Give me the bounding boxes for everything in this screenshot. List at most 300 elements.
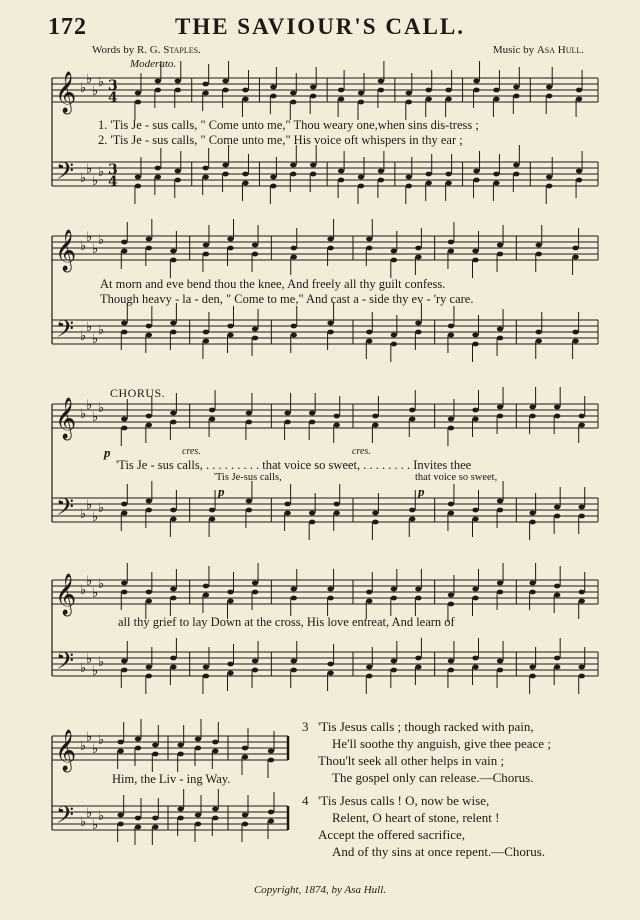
- treble-notehead: [121, 417, 127, 422]
- treble-notehead: [121, 240, 127, 245]
- bass-notehead: [579, 674, 585, 679]
- bass-notehead: [406, 175, 412, 180]
- flat-sign: ♭: [86, 230, 93, 245]
- bass-notehead: [227, 662, 233, 667]
- bass-notehead: [203, 665, 209, 670]
- bass-notehead: [209, 508, 215, 513]
- bass-notehead: [536, 330, 542, 335]
- treble-notehead: [513, 85, 519, 90]
- treble-notehead: [327, 596, 333, 601]
- bass-notehead: [529, 520, 535, 525]
- bass-notehead: [327, 671, 333, 676]
- treble-notehead: [155, 79, 161, 84]
- treble-notehead: [493, 97, 499, 102]
- bass-notehead: [334, 502, 340, 507]
- treble-notehead: [170, 411, 176, 416]
- treble-notehead: [227, 590, 233, 595]
- bass-notehead: [391, 333, 397, 338]
- bass-notehead: [152, 816, 158, 821]
- treble-notehead: [579, 590, 585, 595]
- bass-notehead: [252, 327, 258, 332]
- bass-notehead: [209, 517, 215, 522]
- bass-notehead: [268, 810, 274, 815]
- bass-notehead: [426, 181, 432, 186]
- treble-notehead: [170, 596, 176, 601]
- treble-notehead: [338, 97, 344, 102]
- flat-sign: ♭: [80, 81, 87, 96]
- bass-notehead: [546, 175, 552, 180]
- treble-notehead: [448, 593, 454, 598]
- time-signature-bass-bottom: 4: [108, 174, 118, 190]
- bass-notehead: [121, 502, 127, 507]
- flat-sign: ♭: [86, 320, 93, 335]
- system1-lyric-verse1: 1. 'Tis Je - sus calls, " Come unto me," Thou weary one,when sins dis-tress ;: [98, 118, 479, 132]
- treble-notehead: [473, 88, 479, 93]
- treble-notehead: [242, 97, 248, 102]
- treble-notehead: [579, 599, 585, 604]
- treble-notehead: [334, 414, 340, 419]
- bass-notehead: [290, 163, 296, 168]
- bass-notehead: [536, 339, 542, 344]
- bass-notehead: [445, 172, 451, 177]
- words-author: R. G. Staples.: [136, 44, 201, 56]
- bass-notehead: [366, 330, 372, 335]
- bass-notehead: [291, 659, 297, 664]
- bass-notehead: [146, 499, 152, 504]
- treble-notehead: [358, 100, 364, 105]
- treble-notehead: [378, 79, 384, 84]
- treble-notehead: [252, 581, 258, 586]
- words-prefix: Words by: [92, 44, 135, 56]
- treble-notehead: [391, 596, 397, 601]
- flat-sign: ♭: [98, 501, 105, 516]
- bass-notehead: [358, 184, 364, 189]
- system2-lyric-verse1: At morn and eve bend thou the knee, And freely all thy guilt confess.: [100, 277, 446, 291]
- flat-sign: ♭: [92, 410, 99, 425]
- tempo-marking: Moderato.: [130, 58, 177, 70]
- bass-notehead: [372, 520, 378, 525]
- treble-notehead: [170, 258, 176, 263]
- treble-notehead: [121, 581, 127, 586]
- bass-notehead: [268, 819, 274, 824]
- treble-clef: 𝄞: [55, 398, 77, 439]
- treble-notehead: [448, 417, 454, 422]
- treble-notehead: [203, 243, 209, 248]
- bass-notehead: [284, 502, 290, 507]
- flat-sign: ♭: [98, 233, 105, 248]
- bass-notehead: [246, 508, 252, 513]
- bass-notehead: [170, 656, 176, 661]
- treble-notehead: [170, 587, 176, 592]
- chorus-label: CHORUS.: [110, 386, 166, 400]
- flat-sign: ♭: [98, 577, 105, 592]
- treble-notehead: [117, 749, 123, 754]
- treble-notehead: [554, 405, 560, 410]
- treble-notehead: [497, 405, 503, 410]
- bass-notehead: [445, 181, 451, 186]
- bass-notehead: [203, 330, 209, 335]
- treble-notehead: [426, 88, 432, 93]
- bass-notehead: [366, 339, 372, 344]
- bass-notehead: [146, 508, 152, 513]
- bass-notehead: [529, 665, 535, 670]
- treble-clef: 𝄞: [55, 230, 77, 271]
- bass-clef: 𝄢: [56, 647, 75, 680]
- system4-lyric: all thy grief to lay Down at the cross, His love entreat, And learn of: [118, 615, 455, 629]
- flat-sign: ♭: [80, 171, 87, 186]
- flat-sign: ♭: [92, 84, 99, 99]
- treble-notehead: [202, 82, 208, 87]
- bass-notehead: [170, 330, 176, 335]
- cresc-marking-2: cres.: [352, 446, 371, 457]
- bass-notehead: [327, 662, 333, 667]
- chorus-lyric-echo-1: 'Tis Je-sus calls,: [214, 472, 282, 483]
- bass-notehead: [170, 508, 176, 513]
- dynamic-p-treble: p: [104, 445, 111, 460]
- treble-notehead: [366, 246, 372, 251]
- bass-notehead: [497, 499, 503, 504]
- treble-notehead: [227, 246, 233, 251]
- flat-sign: ♭: [98, 809, 105, 824]
- bass-notehead: [270, 175, 276, 180]
- flat-sign: ♭: [86, 398, 93, 413]
- flat-sign: ♭: [80, 329, 87, 344]
- flat-sign: ♭: [92, 586, 99, 601]
- bass-notehead: [406, 184, 412, 189]
- bass-notehead: [222, 172, 228, 177]
- bass-notehead: [576, 178, 582, 183]
- treble-notehead: [448, 249, 454, 254]
- bass-notehead: [270, 184, 276, 189]
- treble-notehead: [529, 414, 535, 419]
- treble-notehead: [472, 408, 478, 413]
- flat-sign: ♭: [86, 652, 93, 667]
- bass-notehead: [493, 172, 499, 177]
- treble-notehead: [572, 246, 578, 251]
- bass-notehead: [135, 816, 141, 821]
- treble-notehead: [268, 758, 274, 763]
- bass-notehead: [135, 825, 141, 830]
- bass-notehead: [497, 336, 503, 341]
- treble-notehead: [497, 581, 503, 586]
- copyright-notice: Copyright, 1874, by Asa Hull.: [253, 884, 387, 896]
- bass-notehead: [170, 665, 176, 670]
- treble-notehead: [472, 258, 478, 263]
- bass-notehead: [546, 184, 552, 189]
- treble-notehead: [529, 581, 535, 586]
- flat-sign: ♭: [98, 165, 105, 180]
- bass-notehead: [554, 656, 560, 661]
- treble-notehead: [121, 249, 127, 254]
- verse4-line1: 'Tis Jesus calls ! O, now be wise,: [318, 793, 490, 808]
- treble-notehead: [222, 79, 228, 84]
- flat-sign: ♭: [86, 574, 93, 589]
- bass-notehead: [177, 807, 183, 812]
- treble-notehead: [291, 246, 297, 251]
- time-signature-treble-bottom: 4: [108, 90, 118, 106]
- treble-notehead: [146, 423, 152, 428]
- bass-notehead: [242, 181, 248, 186]
- bass-notehead: [334, 511, 340, 516]
- bass-notehead: [472, 333, 478, 338]
- treble-notehead: [372, 414, 378, 419]
- bass-notehead: [448, 511, 454, 516]
- treble-notehead: [579, 414, 585, 419]
- verse3-line2: He'll soothe thy anguish, give thee peace ;: [332, 736, 551, 751]
- treble-notehead: [310, 85, 316, 90]
- bass-notehead: [135, 184, 141, 189]
- treble-notehead: [175, 79, 181, 84]
- treble-notehead: [121, 590, 127, 595]
- flat-sign: ♭: [92, 174, 99, 189]
- treble-notehead: [291, 587, 297, 592]
- treble-notehead: [175, 88, 181, 93]
- flat-sign: ♭: [86, 162, 93, 177]
- bass-notehead: [242, 172, 248, 177]
- treble-notehead: [409, 417, 415, 422]
- treble-notehead: [576, 88, 582, 93]
- flat-sign: ♭: [80, 661, 87, 676]
- treble-notehead: [152, 752, 158, 757]
- treble-notehead: [445, 97, 451, 102]
- treble-notehead: [202, 91, 208, 96]
- treble-notehead: [572, 255, 578, 260]
- flat-sign: ♭: [98, 75, 105, 90]
- treble-notehead: [252, 590, 258, 595]
- flat-sign: ♭: [86, 806, 93, 821]
- treble-notehead: [448, 426, 454, 431]
- page-number: 172: [48, 14, 87, 40]
- flat-sign: ♭: [92, 742, 99, 757]
- flat-sign: ♭: [92, 510, 99, 525]
- treble-notehead: [327, 587, 333, 592]
- bass-notehead: [554, 505, 560, 510]
- bass-notehead: [146, 324, 152, 329]
- bass-notehead: [146, 674, 152, 679]
- bass-notehead: [473, 169, 479, 174]
- bass-notehead: [155, 166, 161, 171]
- bass-notehead: [117, 822, 123, 827]
- treble-notehead: [309, 420, 315, 425]
- bass-notehead: [391, 659, 397, 664]
- treble-clef: 𝄞: [55, 730, 77, 771]
- bass-notehead: [135, 175, 141, 180]
- treble-notehead: [291, 596, 297, 601]
- treble-notehead: [203, 584, 209, 589]
- bass-notehead: [415, 656, 421, 661]
- treble-notehead: [448, 602, 454, 607]
- treble-notehead: [146, 590, 152, 595]
- chorus-lyric-main: 'Tis Je - sus calls, . . . . . . . . . that voice so sweet, . . . . . . . . Invites thee: [116, 458, 472, 472]
- treble-clef: 𝄞: [55, 574, 77, 615]
- treble-notehead: [270, 94, 276, 99]
- treble-notehead: [472, 596, 478, 601]
- flat-sign: ♭: [80, 507, 87, 522]
- bass-notehead: [227, 671, 233, 676]
- treble-notehead: [372, 423, 378, 428]
- bass-notehead: [290, 172, 296, 177]
- treble-notehead: [170, 249, 176, 254]
- bass-notehead: [291, 333, 297, 338]
- treble-notehead: [227, 237, 233, 242]
- bass-notehead: [415, 330, 421, 335]
- bass-notehead: [327, 330, 333, 335]
- bass-notehead: [203, 674, 209, 679]
- bass-notehead: [175, 169, 181, 174]
- treble-notehead: [366, 599, 372, 604]
- treble-notehead: [513, 94, 519, 99]
- treble-notehead: [546, 94, 552, 99]
- verse4-line3: Accept the offered sacrifice,: [318, 827, 466, 842]
- bass-notehead: [152, 825, 158, 830]
- treble-notehead: [209, 408, 215, 413]
- treble-notehead: [554, 584, 560, 589]
- treble-notehead: [195, 737, 201, 742]
- bass-notehead: [448, 502, 454, 507]
- verse3-line4: The gospel only can release.—Chorus.: [332, 770, 534, 785]
- bass-notehead: [242, 822, 248, 827]
- bass-notehead: [121, 511, 127, 516]
- bass-notehead: [246, 499, 252, 504]
- bass-notehead: [117, 813, 123, 818]
- bass-notehead: [195, 813, 201, 818]
- bass-notehead: [472, 517, 478, 522]
- bass-notehead: [252, 659, 258, 664]
- treble-notehead: [203, 252, 209, 257]
- bass-notehead: [310, 172, 316, 177]
- treble-notehead: [334, 423, 340, 428]
- treble-notehead: [290, 91, 296, 96]
- treble-notehead: [426, 97, 432, 102]
- bass-notehead: [554, 514, 560, 519]
- system5-lyric: Him, the Liv - ing Way.: [112, 772, 231, 786]
- treble-notehead: [472, 587, 478, 592]
- bass-notehead: [170, 517, 176, 522]
- bass-notehead: [121, 330, 127, 335]
- treble-notehead: [242, 755, 248, 760]
- treble-notehead: [497, 252, 503, 257]
- treble-notehead: [366, 590, 372, 595]
- flat-sign: ♭: [92, 818, 99, 833]
- bass-notehead: [493, 181, 499, 186]
- treble-notehead: [445, 88, 451, 93]
- treble-notehead: [536, 252, 542, 257]
- treble-notehead: [493, 88, 499, 93]
- system2-lyric-verse2: Though heavy - la - den, " Come to me," And cast a - side thy ev - 'ry care.: [100, 292, 474, 306]
- treble-notehead: [358, 91, 364, 96]
- bass-notehead: [572, 330, 578, 335]
- bass-notehead: [409, 517, 415, 522]
- bass-notehead: [309, 520, 315, 525]
- treble-notehead: [579, 423, 585, 428]
- treble-notehead: [135, 100, 141, 105]
- bass-notehead: [177, 816, 183, 821]
- bass-notehead: [513, 172, 519, 177]
- bass-notehead: [252, 336, 258, 341]
- verse3-line1: 'Tis Jesus calls ; though racked with pain,: [318, 719, 534, 734]
- treble-notehead: [135, 91, 141, 96]
- bass-notehead: [472, 656, 478, 661]
- treble-notehead: [121, 426, 127, 431]
- treble-notehead: [227, 599, 233, 604]
- treble-notehead: [146, 246, 152, 251]
- bass-notehead: [497, 659, 503, 664]
- bass-notehead: [202, 175, 208, 180]
- verse4-number: 4: [302, 793, 309, 808]
- time-signature-treble-top: 3: [108, 78, 118, 94]
- treble-notehead: [327, 237, 333, 242]
- verse3-line3: Thou'lt seek all other helps in vain ;: [318, 753, 505, 768]
- bass-notehead: [121, 321, 127, 326]
- bass-notehead: [372, 511, 378, 516]
- treble-notehead: [391, 587, 397, 592]
- bass-notehead: [146, 665, 152, 670]
- treble-notehead: [409, 408, 415, 413]
- bass-notehead: [448, 668, 454, 673]
- treble-notehead: [529, 405, 535, 410]
- bass-notehead: [155, 175, 161, 180]
- bass-notehead: [309, 511, 315, 516]
- bass-notehead: [227, 324, 233, 329]
- bass-notehead: [448, 659, 454, 664]
- flat-sign: ♭: [80, 239, 87, 254]
- treble-notehead: [546, 85, 552, 90]
- bass-notehead: [227, 333, 233, 338]
- bass-notehead: [472, 342, 478, 347]
- bass-notehead: [554, 665, 560, 670]
- treble-notehead: [415, 596, 421, 601]
- flat-sign: ♭: [98, 655, 105, 670]
- bass-clef: 𝄢: [56, 801, 75, 834]
- dynamic-p-bass-2: p: [418, 484, 425, 499]
- treble-notehead: [268, 749, 274, 754]
- bass-notehead: [222, 163, 228, 168]
- bass-notehead: [579, 505, 585, 510]
- bass-clef: 𝄢: [56, 493, 75, 526]
- treble-notehead: [327, 246, 333, 251]
- bass-notehead: [291, 668, 297, 673]
- flat-sign: ♭: [98, 323, 105, 338]
- bass-notehead: [448, 333, 454, 338]
- bass-notehead: [415, 665, 421, 670]
- flat-sign: ♭: [86, 498, 93, 513]
- treble-notehead: [576, 97, 582, 102]
- treble-notehead: [378, 88, 384, 93]
- treble-notehead: [242, 88, 248, 93]
- treble-notehead: [146, 237, 152, 242]
- treble-notehead: [497, 414, 503, 419]
- bass-notehead: [338, 169, 344, 174]
- bass-notehead: [576, 169, 582, 174]
- treble-notehead: [270, 85, 276, 90]
- treble-notehead: [448, 240, 454, 245]
- bass-notehead: [252, 668, 258, 673]
- music-author: Asa Hull.: [536, 44, 584, 56]
- treble-notehead: [309, 411, 315, 416]
- treble-notehead: [203, 593, 209, 598]
- treble-notehead: [284, 411, 290, 416]
- bass-notehead: [415, 321, 421, 326]
- treble-notehead: [415, 246, 421, 251]
- treble-notehead: [290, 100, 296, 105]
- bass-notehead: [378, 169, 384, 174]
- treble-notehead: [117, 740, 123, 745]
- bass-notehead: [472, 665, 478, 670]
- bass-notehead: [170, 321, 176, 326]
- dynamic-p-bass-1: p: [218, 484, 225, 499]
- treble-notehead: [415, 255, 421, 260]
- flat-sign: ♭: [92, 242, 99, 257]
